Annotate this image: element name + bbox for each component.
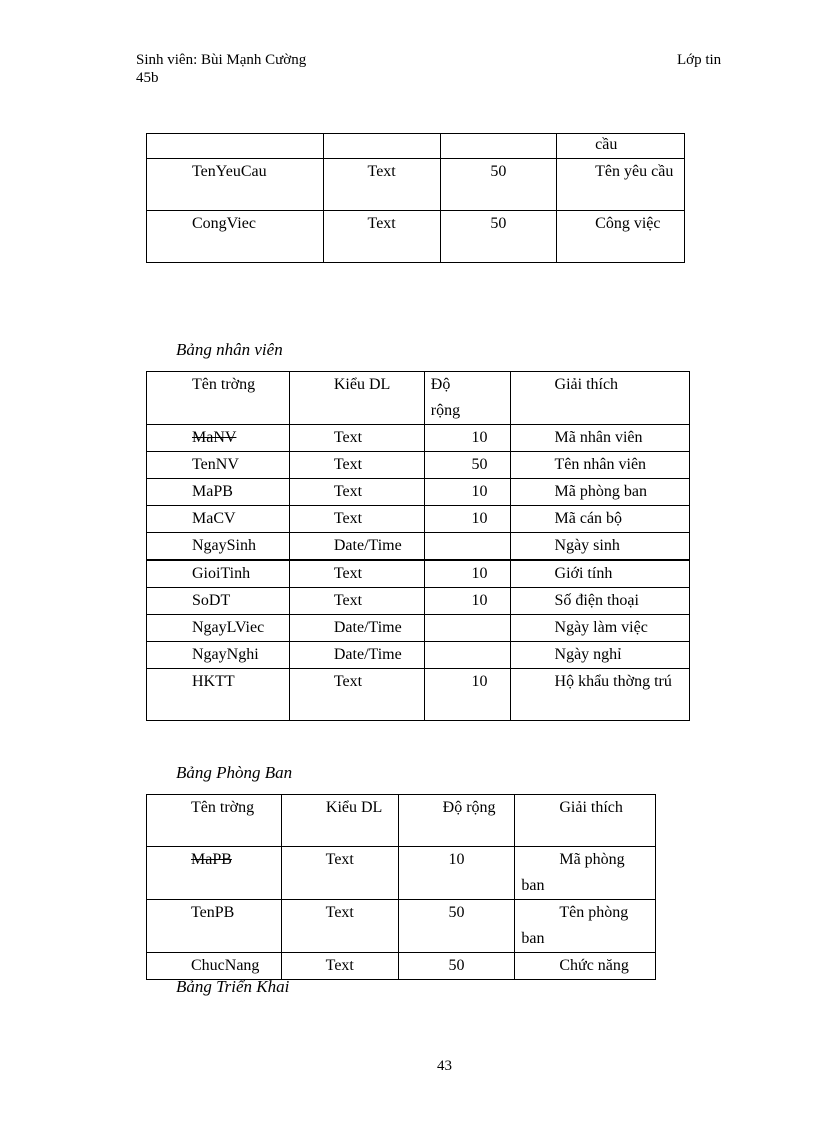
table-continued — [146, 133, 685, 263]
table-row: MaCV Text 10 Mã cán bộ — [147, 506, 690, 533]
table-phong-ban — [146, 794, 656, 980]
table-row: TenYeuCau Text 50 Tên yêu cầu — [147, 159, 685, 211]
table-row: ChucNang Text 50 Chức năng — [147, 953, 656, 980]
page-number: 43 — [437, 1058, 452, 1074]
table-nhan-vien — [146, 371, 690, 721]
table-row: NgayNghi Date/Time Ngày nghỉ — [147, 642, 690, 669]
caption-phong-ban: Bảng Phòng Ban — [176, 763, 293, 782]
table-row: MaPB Text 10 Mã phòng ban — [147, 847, 656, 900]
table-row: GioiTinh Text 10 Giới tính — [147, 560, 690, 588]
table-row: NgayLViec Date/Time Ngày làm việc — [147, 615, 690, 642]
table-row: TenPB Text 50 Tên phòng ban — [147, 900, 656, 953]
table-row: CongViec Text 50 Công việc — [147, 211, 685, 263]
caption-trien-khai: Bảng Triển Khai — [176, 977, 290, 996]
table-header-row: Tên trờng Kiểu DL Độ rộng Giải thích — [147, 795, 656, 847]
header-class-continued: 45b — [136, 70, 159, 86]
header-student: Sinh viên: Bùi Mạnh Cường — [136, 52, 307, 68]
table-row: TenNV Text 50 Tên nhân viên — [147, 452, 690, 479]
caption-nhan-vien: Bảng nhân viên — [176, 340, 283, 359]
table-header-row: Tên trờng Kiểu DL Độ rộng Giải thích — [147, 372, 690, 425]
table-row: MaPB Text 10 Mã phòng ban — [147, 479, 690, 506]
table-row: MaNV Text 10 Mã nhân viên — [147, 425, 690, 452]
header-class: Lớp tin — [677, 52, 722, 68]
table-row: SoDT Text 10 Số điện thoại — [147, 588, 690, 615]
table-row: cầu — [147, 134, 685, 159]
table-row: NgaySinh Date/Time Ngày sinh — [147, 533, 690, 561]
table-row: HKTT Text 10 Hộ khẩu thờng trú — [147, 669, 690, 721]
